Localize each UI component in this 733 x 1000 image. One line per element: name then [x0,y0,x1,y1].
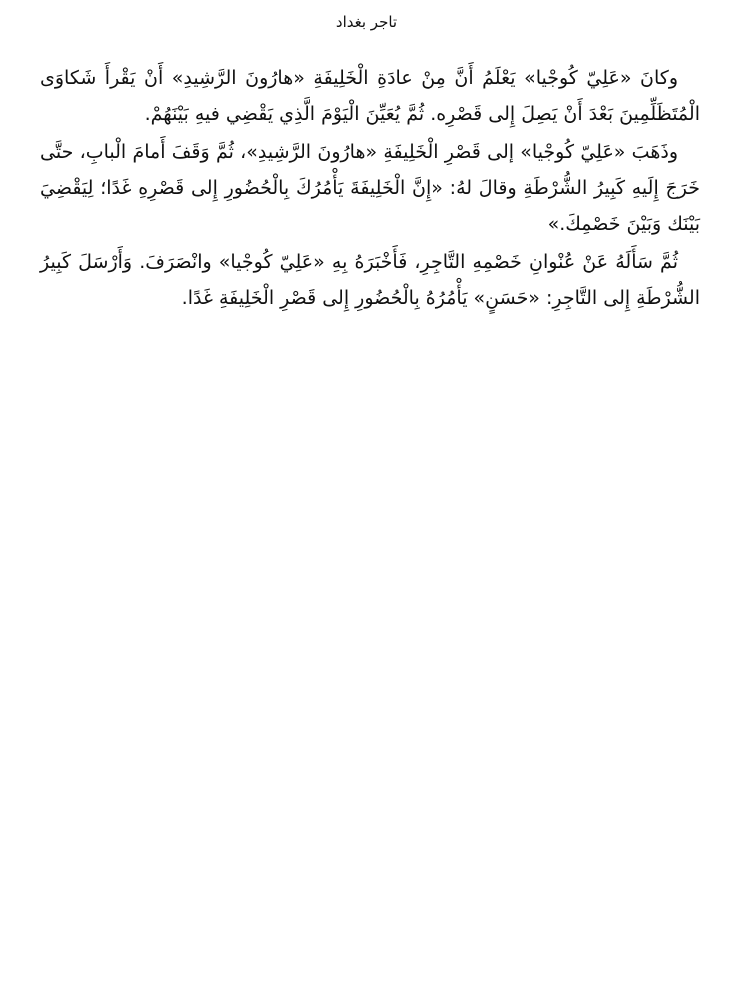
paragraph-2: وذَهَبَ «عَلِيّ كُوجْيا» إلى قَصْرِ الْخَلِيفَةِ «هارُونَ الرَّشِيدِ»، ثُمَّ وَقَفَ أَمامَ الْبابِ، حتَّى خَرَجَ إِلَيهِ كَبِيرُ الشُّرْطَةِ وقالَ لهُ: «إِنَّ الْخَلِيفَةَ يَأْمُرُكَ بِالْحُضُورِ إِلى قَصْرِهِ غَدًا؛ لِيَقْضِيَ بَيْنَك وَبَيْنَ خَصْمِكَ.» [40,141,700,235]
body-text [40,60,700,318]
running-header-title: تاجر بغداد [335,13,398,31]
paragraph-1: وكانَ «عَلِيّ كُوجْيا» يَعْلَمُ أَنَّ مِنْ عادَةِ الْخَلِيفَةِ «هارُونَ الرَّشِيدِ» أَنْ يَقْرأَ شَكاوَى الْمُتَظَلِّمِينَ بَعْدَ أَنْ يَصِلَ إِلى قَصْرِه. ثُمَّ يُعَيِّنَ الْيَوْمَ الَّذِي يَقْضِي فيهِ بَيْنَهُمْ. [40,67,700,125]
paragraph-3: ثُمَّ سَأَلَهُ عَنْ عُنْوانِ خَصْمِهِ التَّاجِرِ، فَأَخْبَرَهُ بِهِ «عَلِيّ كُوجْيا» وانْصَرَفَ. وَأَرْسَلَ كَبِيرُ الشُّرْطَةِ إِلى التَّاجِرِ: «حَسَنٍ» يَأْمُرُهُ بِالْحُضُورِ إِلى قَصْرِ الْخَلِيفَةِ غَدًا. [40,251,700,309]
